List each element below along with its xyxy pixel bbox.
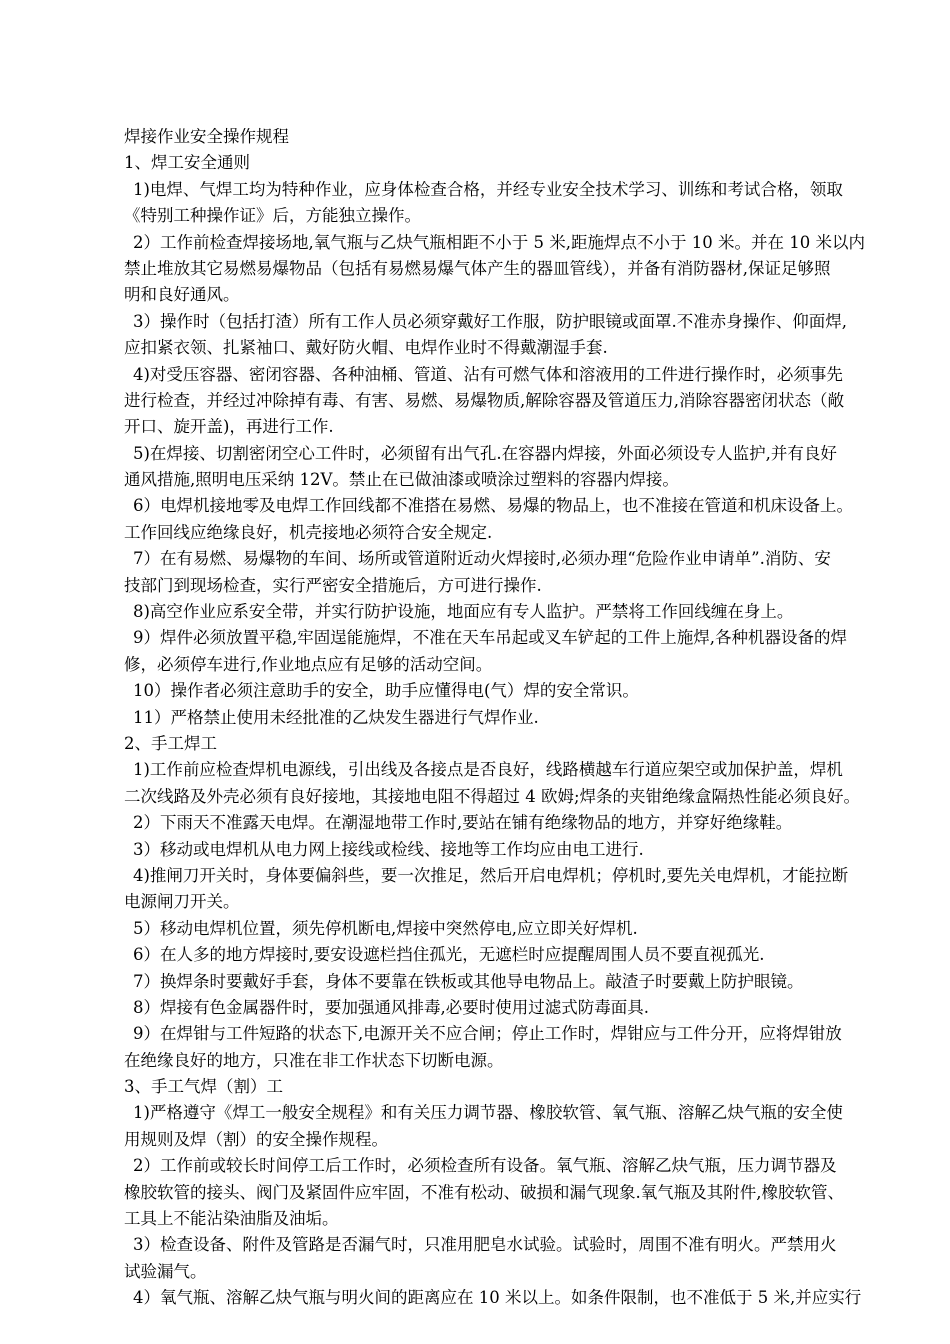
document-title: 焊接作业安全操作规程 <box>124 127 289 146</box>
text-line: 9）焊件必须放置平稳,牢固逞能施焊，不准在天车吊起或叉车铲起的工件上施焊,各种机器设备的焊 <box>133 628 847 648</box>
text-line: 11）严格禁止使用未经批准的乙炔发生器进行气焊作业. <box>133 707 539 727</box>
text-line: 工作回线应绝缘良好，机壳接地必须符合安全规定. <box>124 522 493 542</box>
text-line: 技部门到现场检查，实行严密安全措施后，方可进行操作. <box>124 575 542 595</box>
text-line: 电源闸刀开关。 <box>124 892 240 912</box>
text-line: 2）工作前或较长时间停工后工作时，必须检查所有设备。氧气瓶、溶解乙炔气瓶，压力调节器及 <box>133 1156 837 1176</box>
text-line: 8）焊接有色金属器件时，要加强通风排毒,必要时使用过滤式防毒面具. <box>133 997 649 1017</box>
text-line: 2、手工焊工 <box>124 733 217 753</box>
text-line: 明和良好通风。 <box>124 285 240 305</box>
text-line: 3）操作时（包括打渣）所有工作人员必须穿戴好工作服，防护眼镜或面罩.不准赤身操作、仰面焊, <box>133 311 847 331</box>
text-line: 进行检查，并经过冲除掉有毒、有害、易燃、易爆物质,解除容器及管道压力,消除容器密闭状态（敞 <box>124 390 844 410</box>
text-line: 3、手工气焊（割）工 <box>124 1077 283 1097</box>
text-line: 9）在焊钳与工件短路的状态下,电源开关不应合闸；停止工作时，焊钳应与工件分开，应将焊钳放 <box>133 1024 842 1044</box>
text-line: 4)推闸刀开关时，身体要偏斜些，要一次推足，然后开启电焊机；停机时,要先关电焊机，才能拉断 <box>133 865 849 885</box>
text-line: 《特别工种操作证》后，方能独立操作。 <box>124 206 421 226</box>
text-line: 5)在焊接、切割密闭空心工件时，必须留有出气孔.在容器内焊接，外面必须设专人监护,并有良好 <box>133 443 837 463</box>
text-line: 用规则及焊（割）的安全操作规程。 <box>124 1129 388 1149</box>
text-line: 6）电焊机接地零及电焊工作回线都不准搭在易燃、易爆的物品上，也不准接在管道和机床设备上。 <box>133 496 853 516</box>
text-line: 开口、旋开盖)，再进行工作. <box>124 417 334 437</box>
text-line: 8)高空作业应系安全带，并实行防护设施，地面应有专人监护。严禁将工作回线缠在身上。 <box>133 602 794 622</box>
text-line: 4）氧气瓶、溶解乙炔气瓶与明火间的距离应在 10 米以上。如条件限制，也不准低于 5 米,并应实行 <box>133 1288 862 1308</box>
text-line: 二次线路及外壳必须有良好接地，其接地电阻不得超过 4 欧姆;焊条的夹钳绝缘盒隔热性能必须良好。 <box>124 786 861 806</box>
text-line: 试验漏气。 <box>124 1261 207 1281</box>
text-line: 修，必须停车进行,作业地点应有足够的活动空间。 <box>124 654 493 674</box>
text-line: 3）移动或电焊机从电力网上接线或检线、接地等工作均应由电工进行. <box>133 839 644 859</box>
text-line: 禁止堆放其它易燃易爆物品（包括有易燃易爆气体产生的器皿管线），并备有消防器材,保证足够照 <box>124 258 831 278</box>
document-body <box>124 124 872 1312</box>
text-line: 2）工作前检查焊接场地,氧气瓶与乙炔气瓶相距不小于 5 米,距施焊点不小于 10 米。并在 10 米以内 <box>133 232 865 252</box>
text-line: 2）下雨天不准露天电焊。在潮湿地带工作时,要站在铺有绝缘物品的地方，并穿好绝缘鞋。 <box>133 813 793 833</box>
text-line: 5）移动电焊机位置，须先停机断电,焊接中突然停电,应立即关好焊机. <box>133 918 638 938</box>
text-line: 4)对受压容器、密闭容器、各种油桶、管道、沾有可燃气体和溶液用的工件进行操作时，必须事先 <box>133 364 843 384</box>
text-line: 橡胶软管的接头、阀门及紧固件应牢固，不准有松动、破损和漏气现象.氧气瓶及其附件,橡胶软管、 <box>124 1182 844 1202</box>
text-line: 通风措施,照明电压采纳 12V。禁止在已做油漆或喷涂过塑料的容器内焊接。 <box>124 470 679 490</box>
text-line: 3）检查设备、附件及管路是否漏气时，只准用肥皂水试验。试验时，周围不准有明火。严禁用火 <box>133 1235 837 1255</box>
text-line: 1)电焊、气焊工均为特种作业，应身体检查合格，并经专业安全技术学习、训练和考试合格，领取 <box>133 179 843 199</box>
text-line: 在绝缘良好的地方，只准在非工作状态下切断电源。 <box>124 1050 504 1070</box>
text-line: 7）在有易燃、易爆物的车间、场所或管道附近动火焊接时,必须办理“危险作业申请单”.消防、安 <box>133 549 831 569</box>
document-lines <box>124 150 872 1311</box>
text-line: 应扣紧衣领、扎紧袖口、戴好防火帽、电焊作业时不得戴潮湿手套. <box>124 338 608 358</box>
text-line: 1)工作前应检查焊机电源线，引出线及各接点是否良好，线路横越车行道应架空或加保护盖，焊机 <box>133 760 843 780</box>
text-line: 6）在人多的地方焊接时,要安设遮栏挡住孤光，无遮栏时应提醒周围人员不要直视孤光. <box>133 945 765 965</box>
text-line: 10）操作者必须注意助手的安全，助手应懂得电(气）焊的安全常识。 <box>133 681 639 701</box>
text-line: 1、焊工安全通则 <box>124 153 250 173</box>
text-line: 工具上不能沾染油脂及油垢。 <box>124 1209 339 1229</box>
text-line: 1)严格遵守《焊工一般安全规程》和有关压力调节器、橡胶软管、氧气瓶、溶解乙炔气瓶的安全使 <box>133 1103 843 1123</box>
text-line: 7）换焊条时要戴好手套，身体不要靠在铁板或其他导电物品上。敲渣子时要戴上防护眼镜。 <box>133 971 804 991</box>
